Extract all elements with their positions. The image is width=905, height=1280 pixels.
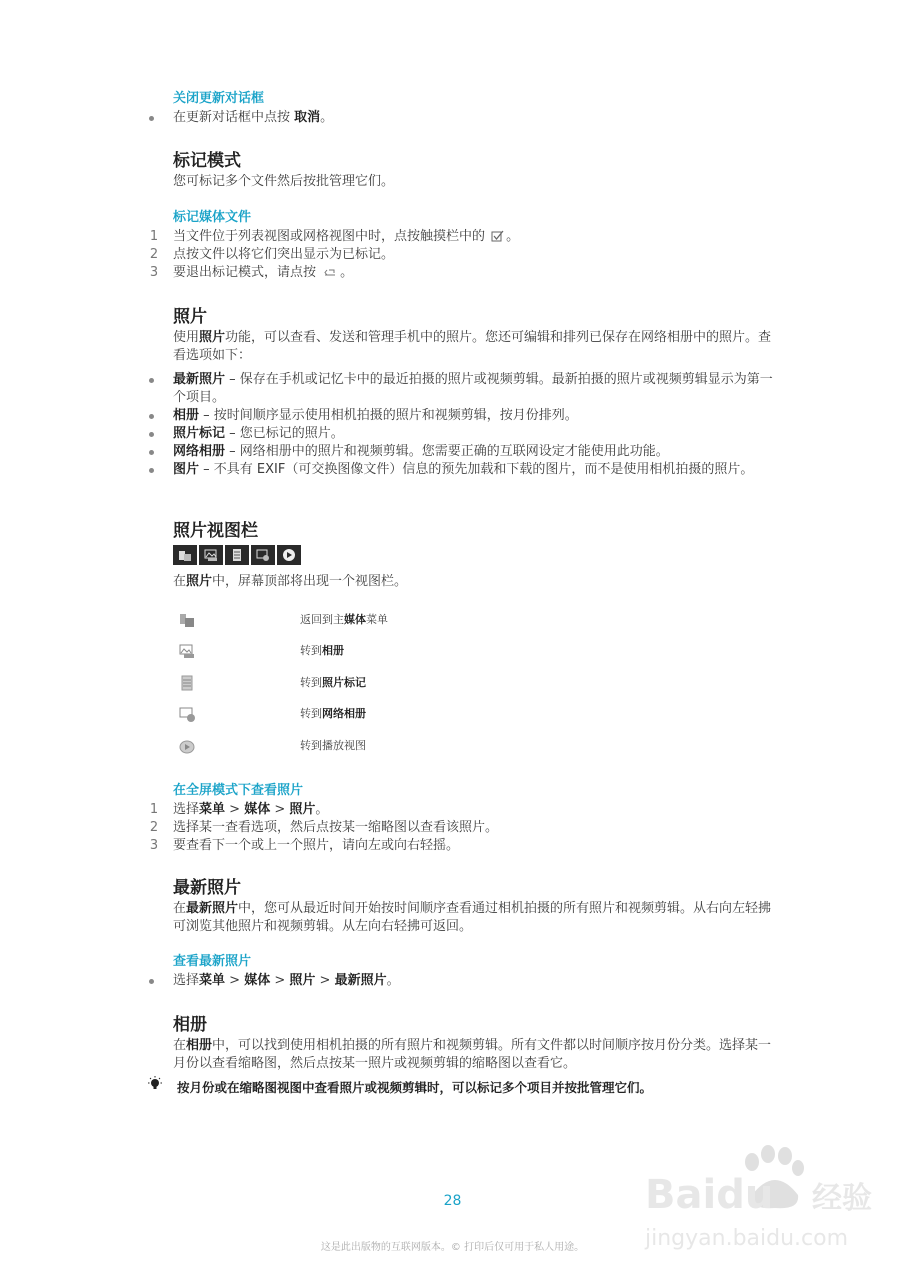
album-body: 在相册中，可以找到使用相机拍摄的所有照片和视频剪辑。所有文件都以时间顺序按月份分类。选择某一月份以查看缩略图，然后点按某一照片或视频剪辑的缩略图以查看它。	[173, 1038, 772, 1071]
latest-body: 在最新照片中，您可从最近时间开始按时间顺序查看通过相机拍摄的所有照片和视频剪辑。从右向左轻拂可浏览其他照片和视频剪辑。从左向右轻拂可返回。	[173, 901, 772, 934]
baidu-jingyan-watermark	[640, 1140, 890, 1270]
viewbar-desc: 在照片中，屏幕顶部将出现一个视图栏。	[173, 574, 408, 589]
viewbar-title: 照片视图栏	[173, 521, 258, 541]
mark-step-1: 1 当文件位于列表视图或网格视图中时，点按触摸栏中的 。	[149, 229, 520, 244]
viewbar-album-button[interactable]	[199, 545, 223, 565]
viewbar-row-tags: 转到照片标记	[300, 676, 366, 689]
mark-mode-title: 标记模式	[173, 151, 241, 171]
svg-text:jingyan.baidu.com: jingyan.baidu.com	[645, 1226, 849, 1251]
photo-tags-icon	[230, 548, 244, 562]
close-update-heading: 关闭更新对话框	[173, 91, 265, 106]
album-icon	[178, 643, 196, 659]
fullscreen-step-1: 1 选择菜单 > 媒体 > 照片。	[149, 802, 329, 817]
fullscreen-step-3: 3 要查看下一个或上一个照片，请向左或向右轻摇。	[149, 838, 460, 853]
bullet-dot	[149, 116, 154, 121]
viewbar-tags-button[interactable]	[225, 545, 249, 565]
photos-bullet-pictures: 图片 – 不具有 EXIF（可交换图像文件）信息的预先加载和下载的图片，而不是使用相机拍摄的照片。	[173, 461, 773, 479]
viewbar-play-button[interactable]	[277, 545, 301, 565]
viewbar-media-button[interactable]	[173, 545, 197, 565]
mark-checkbox-icon	[491, 230, 504, 242]
fullscreen-heading: 在全屏模式下查看照片	[173, 783, 304, 798]
mark-mode-body: 您可标记多个文件然后按批管理它们。	[173, 174, 395, 189]
footer-note: 这是此出版物的互联网版本。© 打印后仅可用于私人用途。	[320, 1242, 585, 1253]
play-icon	[178, 738, 196, 754]
media-menu-icon	[178, 548, 192, 562]
web-album-icon	[178, 706, 196, 722]
photos-bullet-web-album: 网络相册 – 网络相册中的照片和视频剪辑。您需要正确的互联网设定才能使用此功能。	[173, 443, 773, 461]
mark-media-heading: 标记媒体文件	[173, 210, 252, 225]
view-latest-heading: 查看最新照片	[173, 954, 252, 969]
photo-tags-icon	[178, 675, 196, 691]
play-icon	[282, 548, 296, 562]
photos-bullet-album: 相册 – 按时间顺序显示使用相机拍摄的照片和视频剪辑，按月份排列。	[173, 407, 773, 425]
photos-title: 照片	[173, 307, 207, 327]
viewbar-row-album: 转到相册	[300, 644, 344, 657]
fullscreen-step-2: 2 选择某一查看选项，然后点按某一缩略图以查看该照片。	[149, 820, 499, 835]
photos-bullet-tags: 照片标记 – 您已标记的照片。	[173, 425, 773, 443]
back-arrow-icon	[322, 266, 338, 278]
viewbar-row-media: 返回到主媒体菜单	[300, 613, 388, 626]
latest-title: 最新照片	[173, 878, 241, 898]
web-album-icon	[256, 548, 270, 562]
close-update-bullet: 在更新对话框中点按 取消。	[173, 109, 773, 127]
viewbar-row-web-album: 转到网络相册	[300, 707, 366, 720]
album-icon	[204, 548, 218, 562]
view-latest-bullet: 选择菜单 > 媒体 > 照片 > 最新照片。	[173, 972, 773, 990]
photos-intro: 使用照片功能，可以查看、发送和管理手机中的照片。您还可编辑和排列已保存在网络相册中的照片。查看选项如下：	[173, 330, 772, 363]
media-menu-icon	[178, 612, 196, 628]
album-title: 相册	[173, 1015, 207, 1035]
svg-text:经验: 经验	[812, 1181, 872, 1216]
photo-view-bar	[173, 545, 301, 565]
mark-step-2: 2 点按文件以将它们突出显示为已标记。	[149, 247, 395, 262]
photos-bullet-latest: 最新照片 – 保存在手机或记忆卡中的最近拍摄的照片或视频剪辑。最新拍摄的照片或视频剪辑显示为第一个项目。	[173, 371, 773, 407]
album-tip: 按月份或在缩略图视图中查看照片或视频剪辑时，可以标记多个项目并按批管理它们。	[177, 1080, 653, 1095]
svg-text:Baidu: Baidu	[645, 1172, 774, 1218]
viewbar-row-play: 转到播放视图	[300, 739, 366, 752]
tip-lightbulb-icon	[146, 1075, 164, 1093]
page-number: 28	[443, 1193, 462, 1209]
mark-step-3: 3 要退出标记模式，请点按 。	[149, 265, 354, 280]
viewbar-web-album-button[interactable]	[251, 545, 275, 565]
